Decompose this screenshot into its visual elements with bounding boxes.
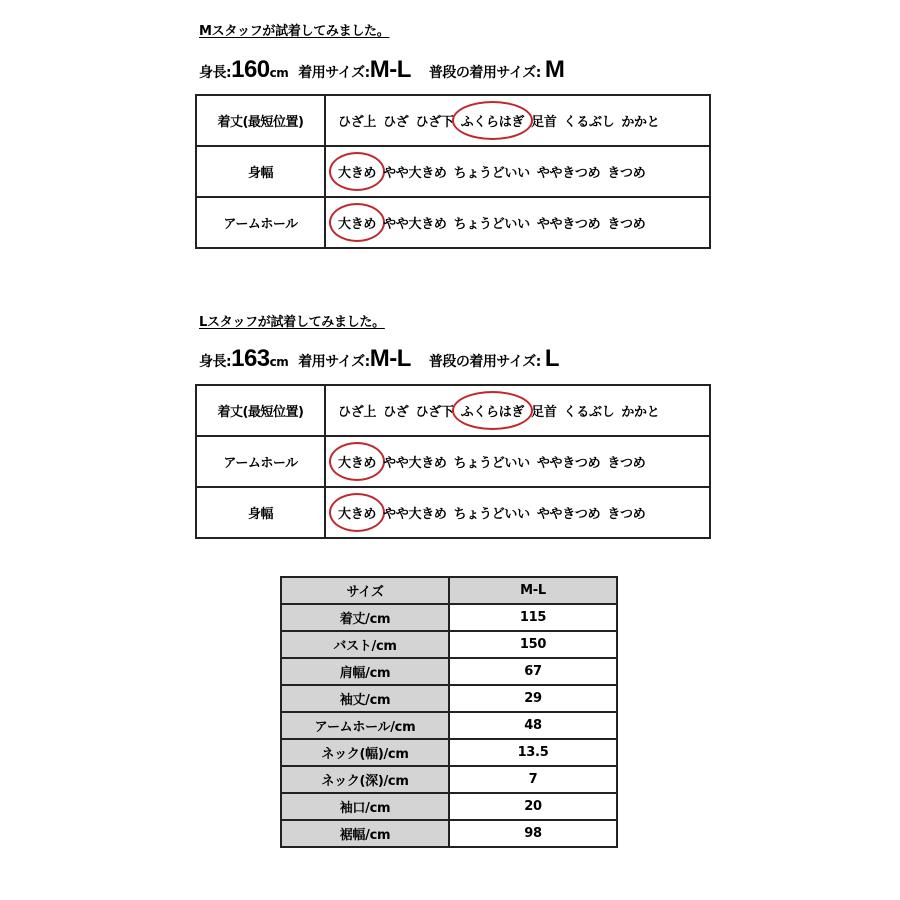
fit-row-label: 着丈(最短位置): [196, 385, 325, 436]
fit-option: ややきつめ: [536, 507, 601, 522]
fit-row: [196, 436, 710, 487]
fit-option: やや大きめ: [383, 166, 447, 181]
usual-size-value: L: [544, 345, 560, 372]
size-header-key: サイズ: [281, 577, 449, 604]
fit-option: ひざ上: [338, 405, 377, 420]
fit-option: ややきつめ: [536, 217, 601, 232]
size-row-value: 7: [449, 766, 617, 793]
wear-size-value: M-L: [369, 56, 411, 83]
l-staff-fit-table: [195, 384, 711, 539]
height-value: 160: [231, 56, 270, 83]
fit-option: ひざ: [383, 115, 409, 130]
fit-row-label: アームホール: [196, 436, 325, 487]
height-value: 163: [231, 345, 270, 372]
size-table-row: [281, 631, 617, 658]
size-table-row: [281, 604, 617, 631]
size-table-row: [281, 685, 617, 712]
size-table-row: [281, 820, 617, 847]
size-row-value: 20: [449, 793, 617, 820]
fit-row: [196, 95, 710, 146]
size-table-row: [281, 658, 617, 685]
fit-option: ひざ: [383, 405, 409, 420]
fit-row-options: [325, 95, 710, 146]
size-row-key: 袖口/cm: [281, 793, 449, 820]
wear-size-label: 着用サイズ:: [298, 65, 370, 81]
fit-option: ちょうどいい: [453, 456, 530, 471]
size-row-key: アームホール/cm: [281, 712, 449, 739]
fit-option-selected: ふくらはぎ: [461, 111, 525, 130]
size-row-value: 67: [449, 658, 617, 685]
height-unit: cm: [269, 66, 289, 80]
fit-option: きつめ: [607, 507, 646, 522]
size-header-value: M-L: [449, 577, 617, 604]
size-table: [280, 576, 618, 848]
m-staff-info: [199, 56, 564, 84]
size-table-row: [281, 766, 617, 793]
fit-option: やや大きめ: [383, 217, 447, 232]
fit-option: 足首: [531, 115, 557, 130]
l-staff-heading: Lスタッフが試着してみました。: [199, 315, 385, 330]
fit-option: 足首: [531, 405, 557, 420]
size-row-key: 袖丈/cm: [281, 685, 449, 712]
m-staff-fit-table: [195, 94, 711, 249]
fit-option-selected: 大きめ: [338, 213, 376, 232]
fit-row: [196, 146, 710, 197]
fit-row-label: 着丈(最短位置): [196, 95, 325, 146]
size-table-row: [281, 793, 617, 820]
wear-size-value: M-L: [369, 345, 411, 372]
fit-row: [196, 385, 710, 436]
size-row-value: 29: [449, 685, 617, 712]
fit-row: [196, 197, 710, 248]
size-table-header: [281, 577, 617, 604]
fit-option: ひざ上: [338, 115, 377, 130]
fit-option: ちょうどいい: [453, 217, 530, 232]
height-label: 身長:: [199, 354, 232, 370]
fit-option: ちょうどいい: [453, 166, 530, 181]
m-staff-heading: Mスタッフが試着してみました。: [199, 24, 390, 39]
size-row-key: ネック(深)/cm: [281, 766, 449, 793]
size-row-key: 肩幅/cm: [281, 658, 449, 685]
fit-option: きつめ: [607, 217, 646, 232]
height-label: 身長:: [199, 65, 232, 81]
wear-size-label: 着用サイズ:: [298, 354, 370, 370]
fit-row-label: アームホール: [196, 197, 325, 248]
size-row-value: 13.5: [449, 739, 617, 766]
fit-row-options: [325, 385, 710, 436]
size-row-key: ネック(幅)/cm: [281, 739, 449, 766]
fit-option: ややきつめ: [536, 166, 601, 181]
fit-row-options: [325, 487, 710, 538]
size-row-value: 115: [449, 604, 617, 631]
fit-option: かかと: [621, 405, 660, 420]
fit-option: きつめ: [607, 166, 646, 181]
fit-row-label: 身幅: [196, 146, 325, 197]
fit-option: ややきつめ: [536, 456, 601, 471]
size-row-value: 98: [449, 820, 617, 847]
fit-row-label: 身幅: [196, 487, 325, 538]
fit-option: かかと: [621, 115, 660, 130]
fit-option: やや大きめ: [383, 456, 447, 471]
l-staff-info: [199, 345, 559, 373]
size-row-key: バスト/cm: [281, 631, 449, 658]
fit-option-selected: 大きめ: [338, 162, 376, 181]
fit-option: やや大きめ: [383, 507, 447, 522]
fit-row-options: [325, 436, 710, 487]
fit-option: ひざ下: [415, 115, 454, 130]
fit-option-selected: 大きめ: [338, 503, 376, 522]
size-row-value: 150: [449, 631, 617, 658]
fit-option: くるぶし: [563, 405, 615, 420]
fit-option-selected: 大きめ: [338, 452, 376, 471]
usual-size-label: 普段の着用サイズ:: [428, 65, 541, 81]
fit-option: ちょうどいい: [453, 507, 530, 522]
fit-row-options: [325, 197, 710, 248]
usual-size-value: M: [544, 56, 565, 83]
fit-row: [196, 487, 710, 538]
size-row-key: 裾幅/cm: [281, 820, 449, 847]
fit-option: ひざ下: [415, 405, 454, 420]
usual-size-label: 普段の着用サイズ:: [428, 354, 541, 370]
size-row-value: 48: [449, 712, 617, 739]
size-row-key: 着丈/cm: [281, 604, 449, 631]
fit-row-options: [325, 146, 710, 197]
height-unit: cm: [269, 355, 289, 369]
size-table-row: [281, 739, 617, 766]
fit-option-selected: ふくらはぎ: [461, 401, 525, 420]
size-table-row: [281, 712, 617, 739]
fit-option: くるぶし: [563, 115, 615, 130]
fit-option: きつめ: [607, 456, 646, 471]
